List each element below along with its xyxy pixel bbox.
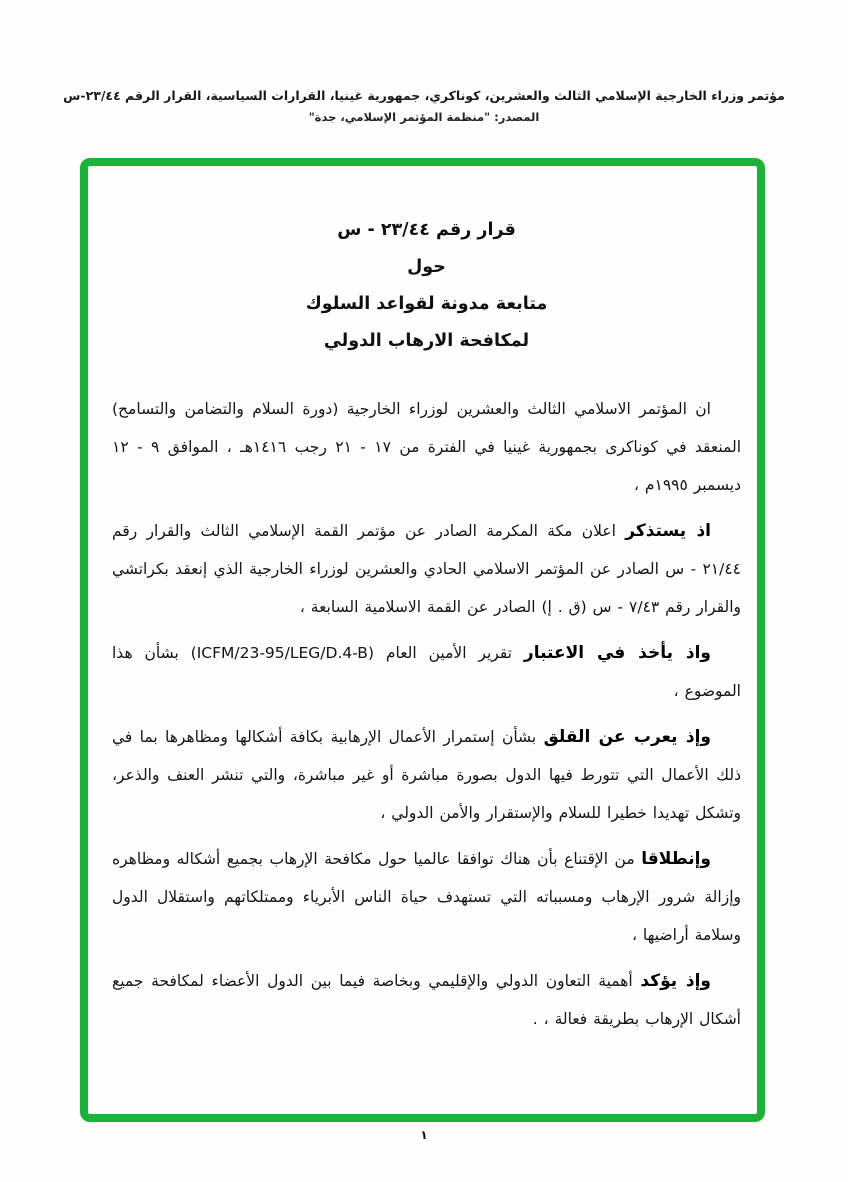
title-about: حول — [407, 257, 446, 277]
document-header — [44, 88, 804, 124]
paragraph-text: ان المؤتمر الاسلامي الثالث والعشرين لوزراء الخارجية (دورة السلام والتضامن والتسامح) المنعقد في كوناكرى بجمهورية غينيا في الفترة من ١٧ - ٢١ رجب ١٤١٦هـ ، الموافق ٩ - ١٢ ديسمبر ١٩٩٥م ، — [112, 400, 742, 494]
resolution-body — [112, 390, 741, 1038]
paragraph-text: اعلان مكة المكرمة الصادر عن مؤتمر القمة الإسلامي الثالث والقرار رقم ٢١/٤٤ - س الصادر عن المؤتمر الاسلامي الحادي والعشرين لوزراء الخارجية الذي إنعقد بكراتشي والقرار رقم ٧/٤٣ - س (ق . إ) الصادر عن القمة الاسلامية السابعة ، — [112, 522, 741, 616]
paragraph-text: أهمية التعاون الدولي والإقليمي وبخاصة فيما بين الدول الأعضاء لمكافحة جميع أشكال الإرهاب بطريقة فعالة ، . — [112, 972, 741, 1028]
paragraph-emphasizing — [112, 962, 741, 1038]
paragraph-text: من الإقتناع بأن هناك توافقا عالميا حول مكافحة الإرهاب بجميع أشكاله ومظاهره وإزالة شرور الإرهاب ومسبباته التي تستهدف حياة الناس الأبرياء وممتلكاتهم واستقلال الدول وسلامة أراضيها ، — [112, 850, 741, 944]
paragraph-lead: وإنطلاقا — [641, 849, 711, 869]
paragraph-text: بشأن إستمرار الأعمال الإرهابية بكافة أشكالها ومظاهرها بما في ذلك الأعمال التي تتورط فيها الدول بصورة مباشرة أو غير مباشرة، والتي تنشر العنف والذعر، وتشكل تهديدا خطيرا للسلام والإستقرار والأمن الدولي ، — [112, 728, 741, 822]
paragraph-text: تقرير الأمين العام (ICFM/23-95/LEG/D.4-B) بشأن هذا الموضوع ، — [112, 644, 741, 700]
resolution-number: قرار رقم ٢٣/٤٤ - س — [337, 220, 516, 240]
document-page — [88, 166, 757, 1114]
highlight-border — [80, 158, 765, 1122]
paragraph-lead: واذ يأخذ في الاعتبار — [523, 643, 711, 663]
header-source-line: مؤتمر وزراء الخارجية الإسلامي الثالث والعشرين، كوناكري، جمهورية غينيا، القرارات السياسية، القرار الرقم ٢٣/٤٤-س — [63, 88, 785, 103]
header-publisher-line: المصدر: "منظمة المؤتمر الإسلامي، جدة" — [308, 110, 540, 124]
resolution-title-block — [181, 212, 672, 360]
paragraph-proceeding-from — [112, 840, 741, 954]
paragraph-recalling — [112, 512, 741, 626]
paragraph-lead: اذ يستذكر — [625, 521, 712, 541]
paragraph-taking-into-account — [112, 634, 741, 710]
title-subject-line1: متابعة مدونة لقواعد السلوك — [305, 294, 548, 314]
paragraph-preamble — [112, 390, 741, 504]
paragraph-expressing-concern — [112, 718, 741, 832]
paragraph-lead: وإذ يؤكد — [640, 971, 711, 991]
title-subject-line2: لمكافحة الارهاب الدولي — [323, 331, 530, 351]
page-number: ١ — [420, 1128, 428, 1142]
paragraph-lead: وإذ يعرب عن القلق — [543, 727, 711, 747]
